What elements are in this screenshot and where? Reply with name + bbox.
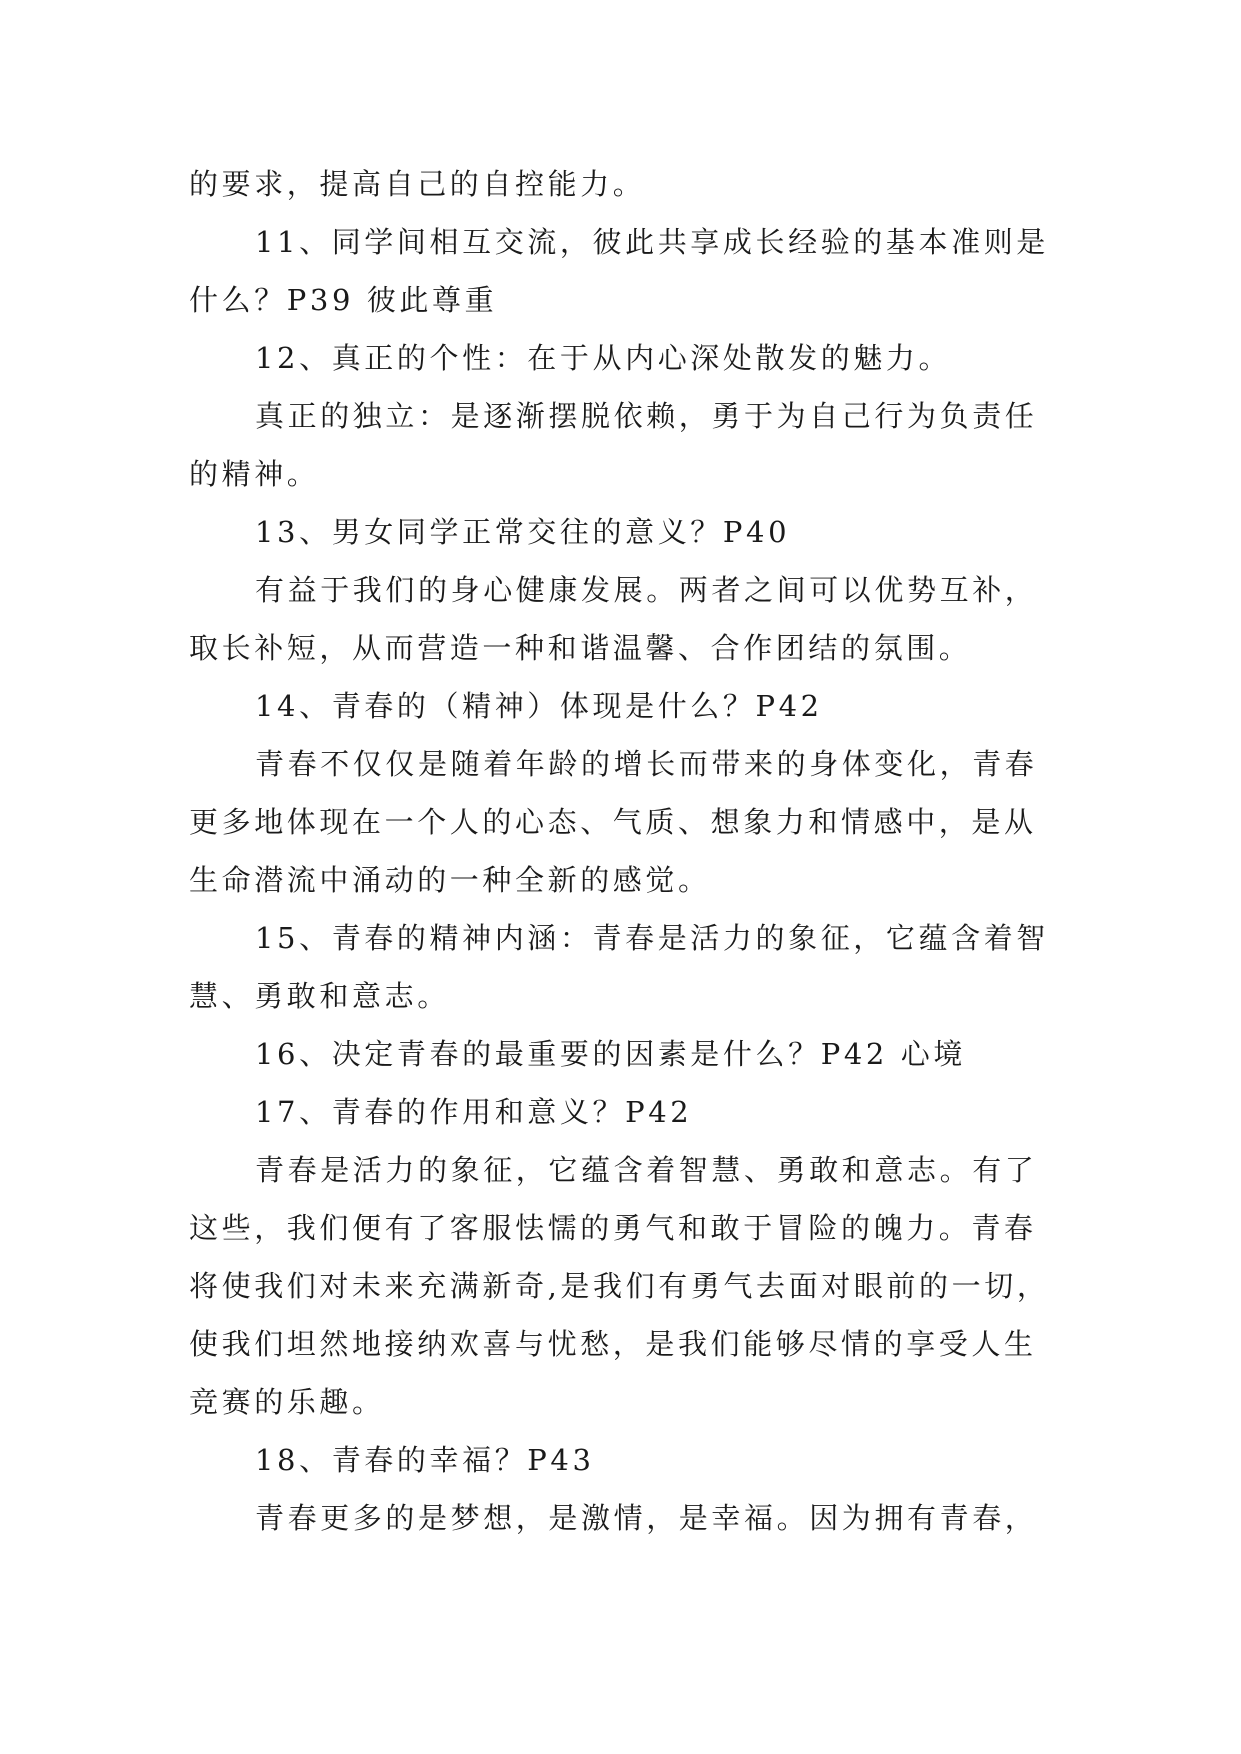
question-15-line: 15、青春的精神内涵：青春是活力的象征，它蕴含着智: [255, 921, 1049, 955]
question-18-line: 18、青春的幸福？P43: [255, 1443, 595, 1477]
text-line: 更多地体现在一个人的心态、气质、想象力和情感中，是从: [189, 805, 1037, 839]
question-13-line: 13、男女同学正常交往的意义？P40: [255, 515, 791, 549]
question-17-line: 17、青春的作用和意义？P42: [255, 1095, 693, 1129]
text-line: 的精神。: [189, 457, 320, 491]
answer-11-line: 什么？P39 彼此尊重: [189, 283, 498, 317]
text-line: 这些，我们便有了客服怯懦的勇气和敢于冒险的魄力。青春: [189, 1211, 1037, 1245]
text-line: 慧、勇敢和意志。: [189, 979, 450, 1013]
text-line: 竞赛的乐趣。: [189, 1385, 385, 1419]
text-line: 真正的独立：是逐渐摆脱依赖，勇于为自己行为负责任: [255, 399, 1038, 433]
text-line: 将使我们对未来充满新奇,是我们有勇气去面对眼前的一切，: [189, 1269, 1050, 1303]
document-body: [189, 155, 1059, 1547]
text-line: 生命潜流中涌动的一种全新的感觉。: [189, 863, 711, 897]
question-14-line: 14、青春的（精神）体现是什么？P42: [255, 689, 823, 723]
answer-18-line: 青春更多的是梦想，是激情，是幸福。因为拥有青春，: [255, 1501, 1038, 1535]
text-line: 的要求，提高自己的自控能力。: [189, 167, 646, 201]
question-16-line: 16、决定青春的最重要的因素是什么？P42 心境: [255, 1037, 966, 1071]
answer-13-line: 有益于我们的身心健康发展。两者之间可以优势互补，: [255, 573, 1038, 607]
answer-14-line: 青春不仅仅是随着年龄的增长而带来的身体变化，青春: [255, 747, 1038, 781]
answer-17-line: 青春是活力的象征，它蕴含着智慧、勇敢和意志。有了: [255, 1153, 1038, 1187]
question-12-line: 12、真正的个性：在于从内心深处散发的魅力。: [255, 341, 952, 375]
question-11-line: 11、同学间相互交流，彼此共享成长经验的基本准则是: [255, 225, 1049, 259]
text-line: 取长补短，从而营造一种和谐温馨、合作团结的氛围。: [189, 631, 972, 665]
text-line: 使我们坦然地接纳欢喜与忧愁，是我们能够尽情的享受人生: [189, 1327, 1037, 1361]
